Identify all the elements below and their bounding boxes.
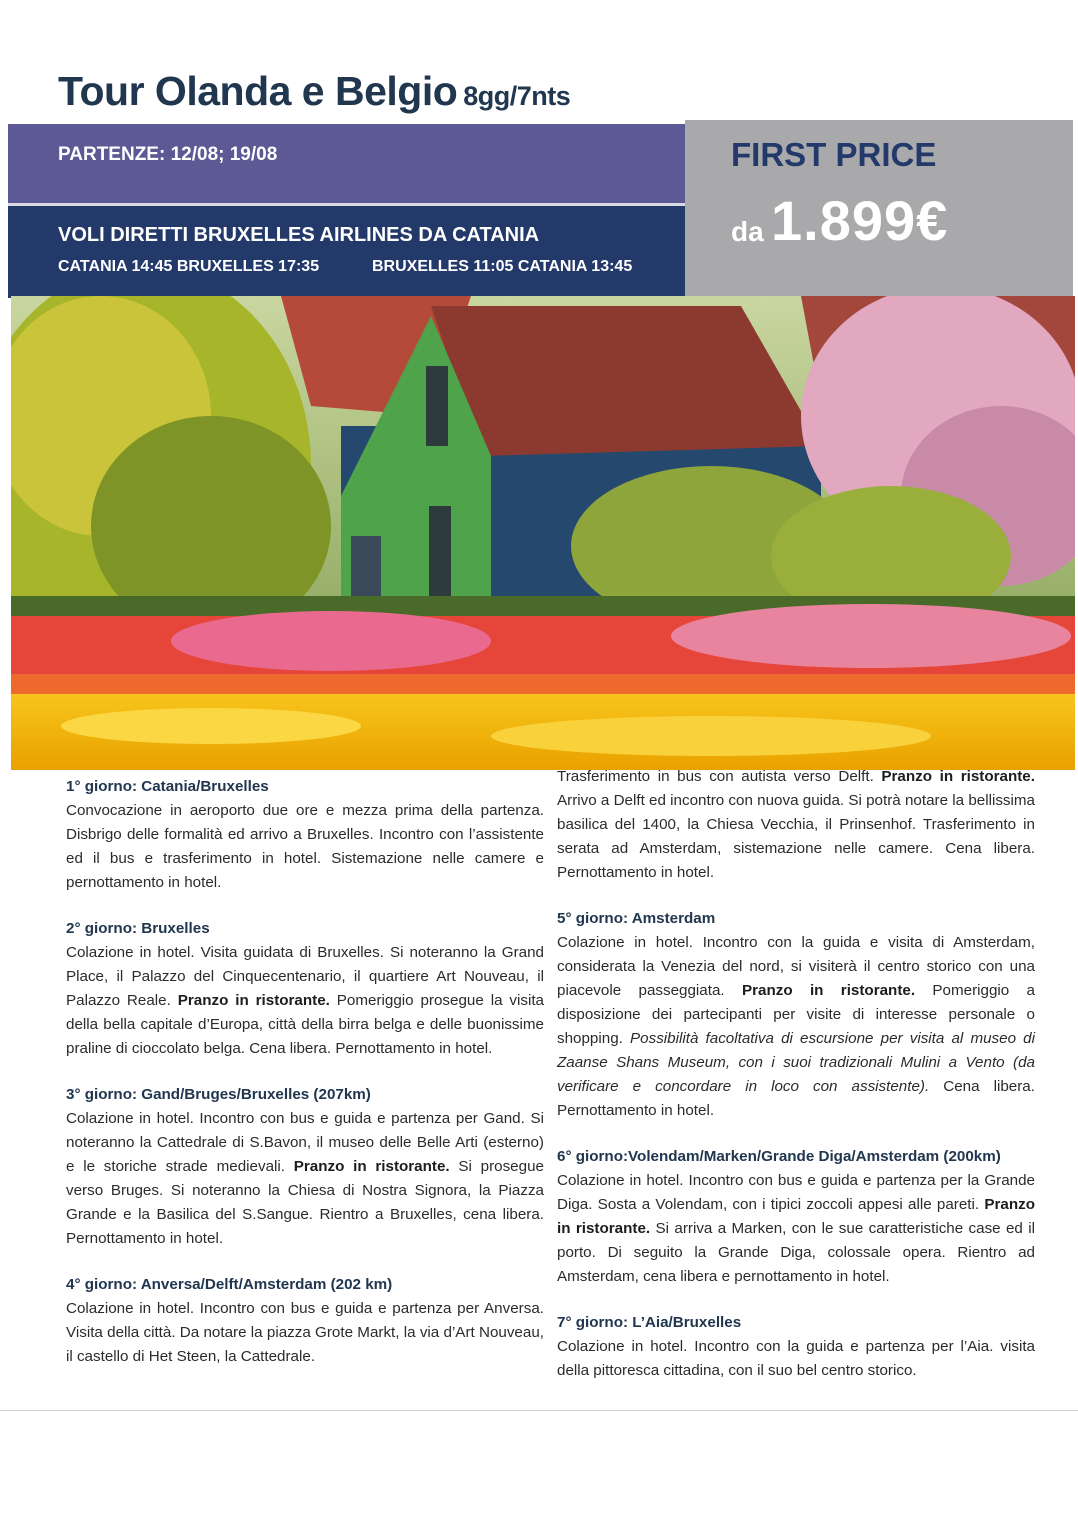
tour-name: Tour Olanda e Belgio	[58, 68, 458, 114]
day-1	[66, 775, 544, 895]
day-2-text	[66, 941, 544, 1061]
day-5-optional-excursion: Possibilità facoltativa di escursione per visita al museo di Zaanse Shans Museum, con i suoi tradizionali Mulini a Vento (da verificare e concordare in loco con assistente).	[557, 1030, 1035, 1095]
day-3-lunch: Pranzo in ristorante.	[293, 1158, 450, 1175]
departures-text: PARTENZE: 12/08; 19/08	[58, 144, 278, 165]
day-3	[66, 1083, 544, 1251]
day-5-text-c: Cena libera. Pernottamento in hotel.	[557, 1078, 1035, 1119]
day-3-title: 3° giorno: Gand/Bruges/Bruxelles (207km)	[66, 1086, 371, 1103]
day-2-text-b: Pomeriggio prosegue la visita della bella capitale d’Europa, città della birra belga e delle buonissime praline di cioccolato belga. Cena libera. Pernottamento in hotel.	[66, 992, 544, 1057]
day-6-title: 6° giorno:Volendam/Marken/Grande Diga/Amsterdam (200km)	[557, 1148, 1001, 1165]
day-2-title: 2° giorno: Bruxelles	[66, 920, 210, 937]
day-5-text	[557, 931, 1035, 1123]
day-7-text: Colazione in hotel. Incontro con la guida e partenza per l’Aia. visita della pittoresca cittadina, con il suo bel centro storico.	[557, 1338, 1035, 1379]
tulip-field-photo	[11, 296, 1075, 770]
day-2	[66, 917, 544, 1061]
day-6-text	[557, 1169, 1035, 1289]
day-2-text-a: Colazione in hotel. Visita guidata di Bruxelles. Si noteranno la Grand Place, il Palazzo del Cinquecentenario, il quartiere Art Nouveau, il Palazzo Reale.	[66, 944, 544, 1009]
day-6	[557, 1145, 1035, 1289]
page-bottom-rule	[0, 1410, 1078, 1411]
day-3-text-b: Si prosegue verso Bruges. Si noteranno la Chiesa di Nostra Signora, la Piazza Grande e la Basilica del S.Sangue. Rientro a Bruxelles, cena libera. Pernottamento in hotel.	[66, 1158, 544, 1247]
tour-title	[58, 68, 570, 115]
day-7-title: 7° giorno: L’Aia/Bruxelles	[557, 1314, 742, 1331]
first-price-label: FIRST PRICE	[731, 136, 937, 173]
day-7	[557, 1311, 1035, 1383]
departures-band	[8, 124, 685, 203]
price-amount: 1.899€	[771, 189, 949, 252]
day-5	[557, 907, 1035, 1123]
flights-band	[8, 206, 685, 298]
itinerary-left-column	[66, 775, 544, 1391]
day-3-text-a: Colazione in hotel. Incontro con bus e guida e partenza per Gand. Si noteranno la Cattedrale di S.Bavon, il museo delle Belle Arti (esterno) e le storiche strade medievali.	[66, 1110, 544, 1175]
flight-outbound: CATANIA 14:45 BRUXELLES 17:35	[58, 258, 320, 275]
price-box	[685, 120, 1073, 298]
day-4-title: 4° giorno: Anversa/Delft/Amsterdam (202 km)	[66, 1276, 393, 1293]
day-4-text: Colazione in hotel. Incontro con bus e guida e partenza per Anversa. Visita della città. Da notare la piazza Grote Markt, la via d’Art Nouveau, il castello di Het Steen, la Cattedrale.	[66, 1300, 544, 1365]
day-3-text	[66, 1107, 544, 1251]
price-prefix: da	[731, 216, 764, 247]
day-6-lunch: Pranzo in ristorante.	[557, 1196, 1035, 1237]
day-6-text-a: Colazione in hotel. Incontro con bus e guida e partenza per la Grande Diga. Sosta a Volendam, con i tipici zoccoli appesi alle pareti.	[557, 1172, 1035, 1213]
day-6-text-b: Si arriva a Marken, con le sue caratteristiche case ed il porto. Di seguito la Grande Diga, colossale opera. Rientro ad Amsterdam, cena libera e pernottamento in hotel.	[557, 1220, 1035, 1285]
flight-return: BRUXELLES 11:05 CATANIA 13:45	[372, 258, 633, 275]
itinerary-right-column	[557, 765, 1035, 1405]
day-4-continued	[557, 765, 1035, 885]
day-4	[66, 1273, 544, 1369]
day-4-cont-text	[557, 765, 1035, 885]
day-2-lunch: Pranzo in ristorante.	[177, 992, 330, 1009]
day-5-lunch: Pranzo in ristorante.	[741, 982, 916, 999]
flights-title: VOLI DIRETTI BRUXELLES AIRLINES DA CATANIA	[58, 224, 540, 246]
tour-duration: 8gg/7nts	[463, 81, 571, 111]
day-4-lunch: Pranzo in ristorante.	[881, 768, 1035, 785]
day-5-text-b: Pomeriggio a disposizione dei partecipanti per visite di interesse personale o shopping.	[557, 982, 1036, 1047]
day-4-cont-b: Arrivo a Delft ed incontro con nuova guida. Si potrà notare la bellissima basilica del 1400, la Chiesa Vecchia, il Prinsenhof. Trasferimento in serata ad Amsterdam, sistemazione nelle camere. Cena libera. Pernottamento in hotel.	[557, 792, 1035, 881]
day-1-title: 1° giorno: Catania/Bruxelles	[66, 778, 269, 795]
day-1-text: Convocazione in aeroporto due ore e mezza prima della partenza. Disbrigo delle formalità ed arrivo a Bruxelles. Incontro con l’assistente ed il bus e trasferimento in hotel. Sistemazione nelle camere e pernottamento in hotel.	[66, 802, 544, 891]
day-5-text-a: Colazione in hotel. Incontro con la guida e visita di Amsterdam, considerata la Venezia del nord, si visiterà il centro storico con una piacevole passeggiata.	[557, 934, 1035, 999]
day-5-title: 5° giorno: Amsterdam	[557, 910, 716, 927]
day-4-cont-a: Trasferimento in bus con autista verso Delft.	[557, 768, 874, 785]
